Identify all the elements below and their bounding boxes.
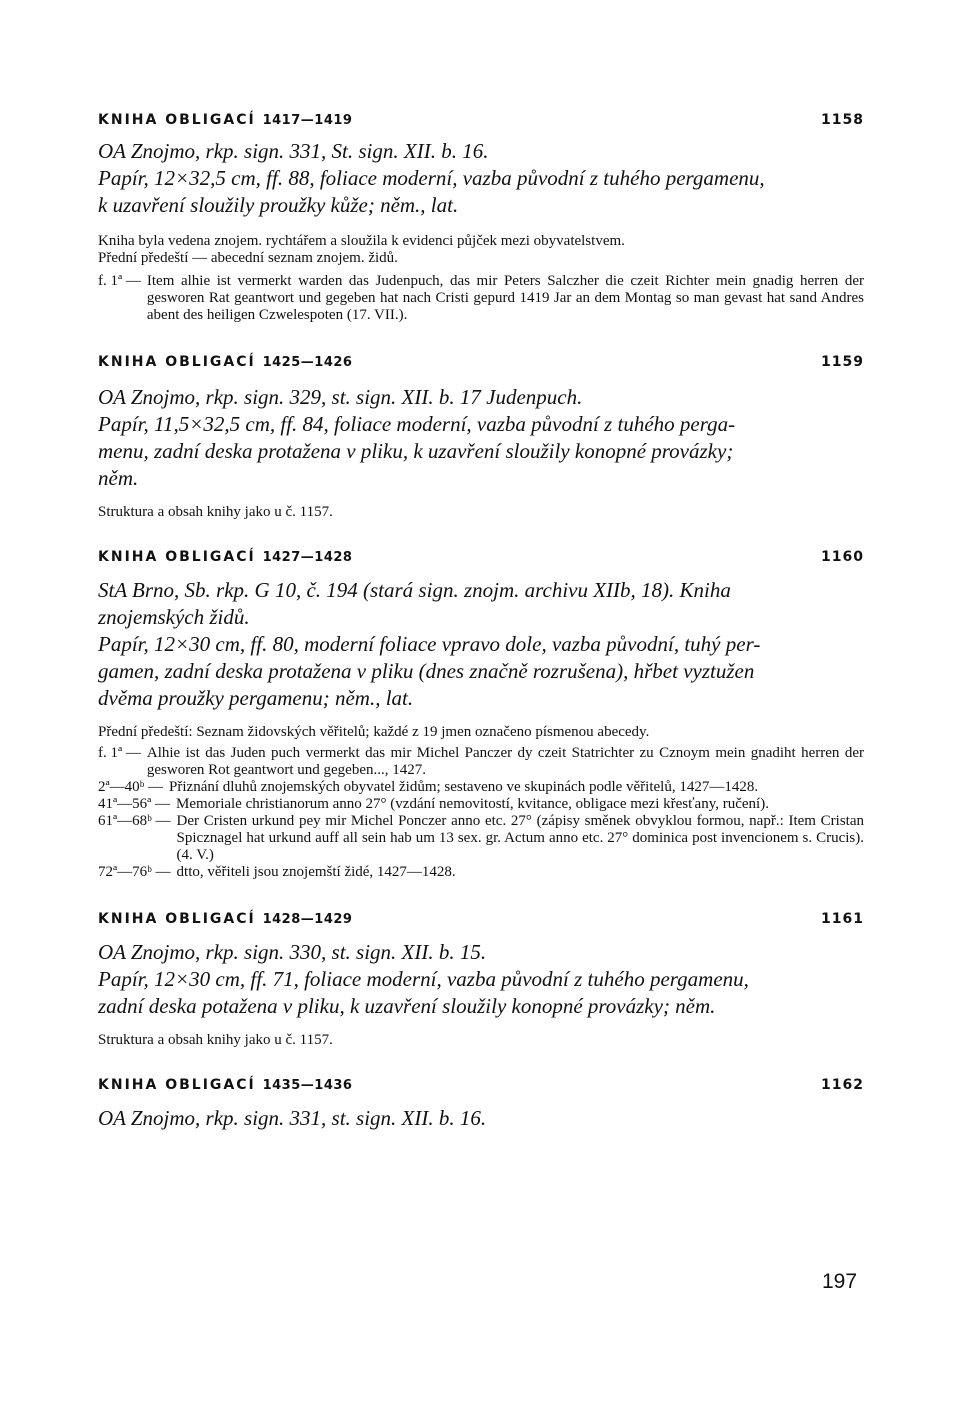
- desc-line: OA Znojmo, rkp. sign. 330, st. sign. XII. b. 15.: [98, 940, 487, 964]
- folio-ref: 2ª—40ᵇ —: [98, 779, 164, 795]
- folio-ref: f. 1ª —: [98, 745, 141, 761]
- folio-text: Der Cristen urkund pey mir Michel Ponczer anno etc. 27° (zápisy směnek obvyklou formou, např.: Item Cristan Spicznagel hat urkund auff all sein hab um 13 sex. gr. Actum anno etc. 27° dominica post invencionem s. Crucis). (4. V.): [176, 813, 864, 863]
- desc-line: dvěma proužky pergamenu; něm., lat.: [98, 686, 414, 710]
- body-line: Kniha byla vedena znojem. rychtářem a sloužila k evidenci půjček mezi obyvatelstvem.: [98, 233, 625, 249]
- entry-title: KNIHA OBLIGACÍ: [98, 911, 256, 927]
- folio-text: Memoriale christianorum anno 27° (vzdání nemovitostí, kvitance, obligace mezi křesťany, ručení).: [176, 796, 769, 812]
- desc-line: znojemských židů.: [98, 605, 250, 629]
- desc-line: menu, zadní deska protažena v pliku, k uzavření sloužily konopné provázky;: [98, 439, 734, 463]
- desc-line: OA Znojmo, rkp. sign. 329, st. sign. XII. b. 17 Judenpuch.: [98, 385, 583, 409]
- desc-line: Papír, 12×30 cm, ff. 80, moderní foliace vpravo dole, vazba původní, tuhý per-: [98, 632, 761, 656]
- folio-text: Alhie ist das Juden puch vermerkt das mir Michel Panczer dy czeit Statrichter zu Cznoym mein gnadiht herren der gesworen Rot geantwort und gegeben..., 1427.: [146, 745, 864, 778]
- entry-description: [98, 384, 864, 492]
- entry-title: KNIHA OBLIGACÍ: [98, 1077, 256, 1093]
- folio-list: [98, 745, 864, 881]
- folio-list: [98, 273, 864, 324]
- folio-text: Item alhie ist vermerkt warden das Judenpuch, das mir Peters Salczher die czeit Richter mein gnadig herren der gesworen Rat geantwort und gegeben hat nach Cristi gepurd 1419 Jar an dem Montag so man gevast hat sand Andres abent des heiligen Czwelespoten (17. VII.).: [146, 273, 864, 323]
- entry-1159: [98, 354, 864, 521]
- entry-heading: [98, 1077, 864, 1093]
- folio-ref: 41ª—56ª —: [98, 796, 171, 812]
- catalogue-page: [98, 112, 864, 1132]
- folio-ref: 61ª—68ᵇ —: [98, 813, 171, 829]
- entry-description: [98, 138, 864, 219]
- body-line: Struktura a obsah knihy jako u č. 1157.: [98, 1032, 333, 1048]
- desc-line: k uzavření sloužily proužky kůže; něm., lat.: [98, 193, 459, 217]
- folio-item: [98, 779, 864, 796]
- entry-range: 1427—1428: [262, 550, 353, 565]
- entry-number: 1160: [821, 549, 864, 565]
- folio-item: [98, 864, 864, 881]
- desc-line: StA Brno, Sb. rkp. G 10, č. 194 (stará sign. znojm. archivu XIIb, 18). Kniha: [98, 578, 731, 602]
- body-line: Přední předeští: Seznam židovských věřitelů; každé z 19 jmen označeno písmenou abecedy.: [98, 724, 650, 740]
- desc-line: gamen, zadní deska protažena v pliku (dnes značně rozrušena), hřbet vyztužen: [98, 659, 755, 683]
- entry-body: [98, 724, 864, 741]
- page-number: 197: [822, 1270, 858, 1293]
- entry-title: KNIHA OBLIGACÍ: [98, 112, 256, 128]
- entry-range: 1435—1436: [262, 1078, 353, 1093]
- folio-item: [98, 796, 864, 813]
- desc-line: OA Znojmo, rkp. sign. 331, St. sign. XII. b. 16.: [98, 139, 489, 163]
- entry-heading: [98, 549, 864, 565]
- entry-number: 1159: [821, 354, 864, 370]
- entry-heading: [98, 354, 864, 370]
- entry-1162: [98, 1077, 864, 1132]
- entry-number: 1161: [821, 911, 864, 927]
- entry-range: 1417—1419: [262, 113, 353, 128]
- entry-body: [98, 1032, 864, 1049]
- desc-line: Papír, 12×30 cm, ff. 71, foliace moderní, vazba původní z tuhého pergamenu,: [98, 967, 749, 991]
- entry-description: [98, 577, 864, 712]
- entry-number: 1158: [821, 112, 864, 128]
- body-line: Přední předeští — abecední seznam znojem. židů.: [98, 250, 398, 266]
- entry-body: [98, 233, 864, 267]
- entry-title: KNIHA OBLIGACÍ: [98, 549, 256, 565]
- entry-description: [98, 1105, 864, 1132]
- folio-item: [98, 745, 864, 779]
- desc-line: něm.: [98, 466, 139, 490]
- entry-number: 1162: [821, 1077, 864, 1093]
- desc-line: OA Znojmo, rkp. sign. 331, st. sign. XII. b. 16.: [98, 1106, 487, 1130]
- folio-text: dtto, věřiteli jsou znojemští židé, 1427—1428.: [176, 864, 456, 880]
- entry-title: KNIHA OBLIGACÍ: [98, 354, 256, 370]
- entry-description: [98, 939, 864, 1020]
- folio-text: Přiznání dluhů znojemských obyvatel židům; sestaveno ve skupinách podle věřitelů, 1427—1428.: [169, 779, 759, 795]
- entry-range: 1425—1426: [262, 355, 353, 370]
- folio-item: [98, 273, 864, 324]
- body-line: Struktura a obsah knihy jako u č. 1157.: [98, 504, 333, 520]
- desc-line: zadní deska potažena v pliku, k uzavření sloužily konopné provázky; něm.: [98, 994, 716, 1018]
- entry-1160: [98, 549, 864, 881]
- entry-heading: [98, 911, 864, 927]
- folio-ref: 72ª—76ᵇ —: [98, 864, 171, 880]
- desc-line: Papír, 11,5×32,5 cm, ff. 84, foliace moderní, vazba původní z tuhého perga-: [98, 412, 736, 436]
- desc-line: Papír, 12×32,5 cm, ff. 88, foliace moderní, vazba původní z tuhého pergamenu,: [98, 166, 765, 190]
- folio-ref: f. 1ª —: [98, 273, 141, 289]
- folio-item: [98, 813, 864, 864]
- entry-1161: [98, 911, 864, 1049]
- entry-heading: [98, 112, 864, 128]
- entry-range: 1428—1429: [262, 912, 353, 927]
- entry-body: [98, 504, 864, 521]
- entry-1158: [98, 112, 864, 324]
